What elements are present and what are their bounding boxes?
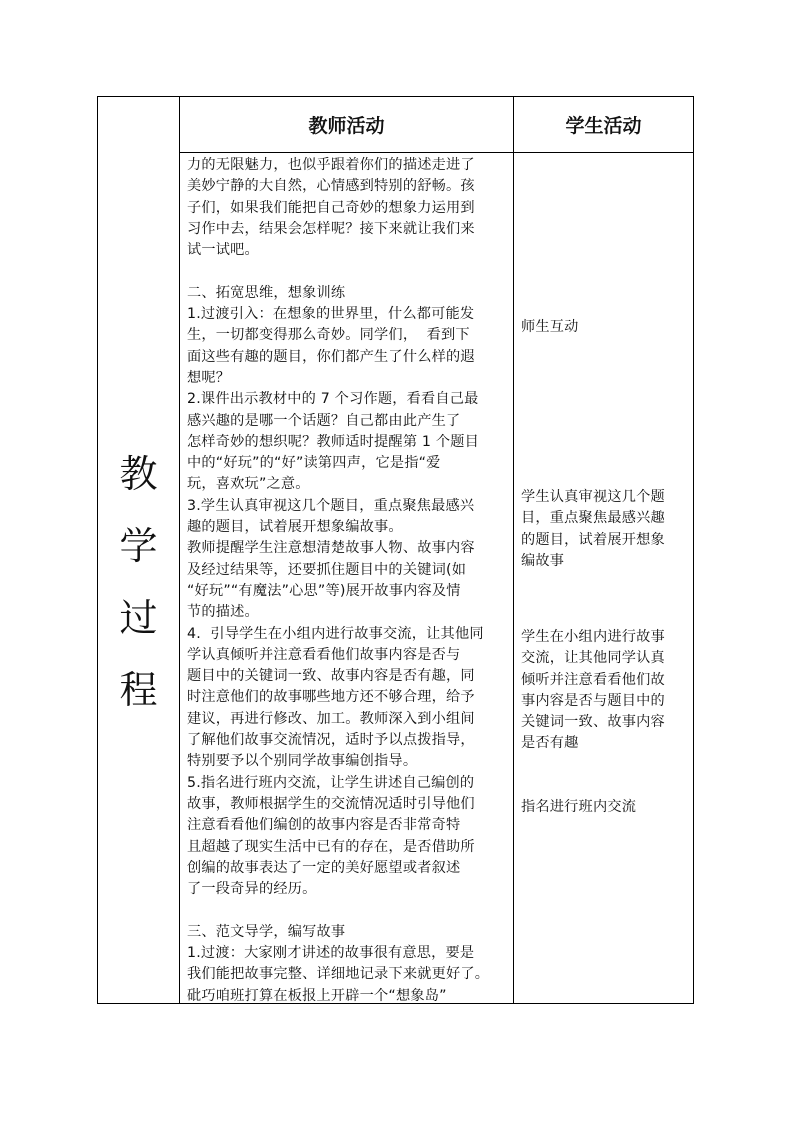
- teacher-text-line: 习作中去，结果会怎样呢？接下来就让我们来: [187, 220, 475, 237]
- header-divider: [179, 152, 693, 153]
- teacher-text-line: 生，一切都变得那么奇妙。同学们， 看到下: [187, 327, 470, 344]
- teacher-text-line: 3.学生认真审视这几个题目，重点聚焦最感兴: [187, 497, 475, 514]
- student-activity-block: [521, 487, 689, 572]
- lesson-table: [97, 96, 694, 1004]
- teacher-text-line: 想呢？: [187, 369, 231, 386]
- teacher-text-line: 5.指名进行班内交流，让学生讲述自己编创的: [187, 774, 475, 791]
- teacher-text-line: 节的描述。: [187, 604, 259, 621]
- teacher-text-line: 了一段奇异的经历。: [187, 881, 317, 898]
- student-text-line: 交流，让其他同学认真: [521, 650, 665, 667]
- teacher-text-line: 面这些有趣的题目，你们都产生了什么样的遐: [187, 348, 475, 365]
- teacher-text-line: 了解他们故事交流情况，适时予以点拨指导，: [187, 732, 475, 749]
- teacher-text-line: 感兴趣的是哪一个话题？自己都由此产生了: [187, 412, 461, 429]
- student-activity-block: [521, 317, 689, 338]
- student-activity-block: [521, 797, 689, 818]
- teacher-text-line: 我们能把故事完整、详细地记录下来就更好了。: [187, 966, 490, 983]
- teacher-text-line: 玩，喜欢玩”之意。: [187, 476, 310, 493]
- teacher-text-line: 力的无限魅力，也似乎跟着你们的描述走进了: [187, 157, 475, 173]
- teacher-text-line: 趣的题目，试着展开想象编故事。: [187, 519, 403, 536]
- teacher-text-line: 2.课件出示教材中的 7 个习作题，看看自己最: [187, 391, 479, 408]
- teacher-text-line: 美妙宁静的大自然，心情感到特别的舒畅。孩: [187, 178, 475, 195]
- student-text-line: 的题目，试着展开想象: [521, 531, 665, 548]
- student-text-line: 编故事: [521, 552, 565, 569]
- teacher-text-line: 教师提醒学生注意想清楚故事人物、故事内容: [187, 540, 475, 557]
- teacher-text-line: 及经过结果等，还要抓住题目中的关键词(如: [187, 561, 467, 578]
- student-text-line: 是否有趣: [521, 735, 579, 752]
- side-title-char: 程: [119, 667, 158, 712]
- student-text-line: 学生在小组内进行故事: [521, 629, 665, 645]
- teacher-text-line: 三、范文导学，编写故事: [187, 923, 346, 940]
- column-divider: [513, 97, 514, 1003]
- side-title-char: 教: [119, 451, 158, 496]
- teacher-text-line: “好玩”“有魔法”心思”等)展开故事内容及情: [187, 582, 461, 599]
- teacher-text-line: 注意看看他们编创的故事内容是否非常奇特: [187, 817, 461, 834]
- teacher-text-line: 怎样奇妙的想织呢？教师适时提醒第 1 个题目: [187, 433, 480, 450]
- teacher-text-line: 且超越了现实生活中已有的存在，是否借助所: [187, 838, 475, 855]
- teacher-text-line: 学认真倾听并注意看看他们故事内容是否与: [187, 646, 461, 663]
- student-activity-block: [521, 627, 689, 755]
- side-title-char: 过: [119, 595, 158, 640]
- teacher-activity-header: 教师活动: [308, 115, 385, 137]
- teacher-text-line: 4. 引导学生在小组内进行故事交流，让其他同: [187, 625, 484, 642]
- blank-line: [187, 261, 507, 282]
- column-divider: [179, 97, 180, 1003]
- student-text-line: 关键词一致、故事内容: [521, 714, 665, 731]
- student-text-line: 学生认真审视这几个题: [521, 489, 665, 505]
- student-text-line: 指名进行班内交流: [521, 799, 637, 815]
- teacher-text-line: 1.过渡：大家刚才讲述的故事很有意思，要是: [187, 944, 475, 961]
- teacher-text-line: 特别要予以个别同学故事编创指导。: [187, 753, 418, 770]
- student-activity-header: 学生活动: [565, 115, 642, 137]
- teacher-text-line: 时注意他们的故事哪些地方还不够合理，给予: [187, 689, 475, 706]
- teacher-text-line: 1.过渡引入：在想象的世界里，什么都可能发: [187, 306, 475, 323]
- side-title-char: 学: [119, 523, 158, 568]
- teacher-text-line: 试一试吧。: [187, 242, 259, 259]
- teacher-text-line: 二、拓宽思维，想象训练: [187, 284, 346, 301]
- student-text-line: 师生互动: [521, 319, 579, 335]
- teacher-activity-text: [187, 155, 507, 1007]
- teacher-text-line: 子们，如果我们能把自己奇妙的想象力运用到: [187, 199, 475, 216]
- blank-line: [187, 900, 507, 921]
- teacher-text-line: 砒巧咱班打算在板报上开辟一个“想象岛”: [187, 987, 447, 1004]
- teaching-process-label: [98, 152, 179, 1003]
- teacher-text-line: 创编的故事表达了一定的美好愿望或者叙述: [187, 859, 461, 876]
- teacher-text-line: 故事，教师根据学生的交流情况适时引导他们: [187, 795, 475, 812]
- student-text-line: 倾听并注意看看他们故: [521, 671, 665, 688]
- teacher-text-line: 中的“好玩”的“好”读第四声，它是指“爱: [187, 455, 441, 472]
- student-text-line: 事内容是否与题目中的: [521, 692, 665, 709]
- student-text-line: 目，重点聚焦最感兴趣: [521, 510, 665, 527]
- teacher-text-line: 题目中的关键词一致、故事内容是否有趣，同: [187, 668, 475, 685]
- teacher-text-line: 建议，再进行修改、加工。教师深入到小组间: [187, 710, 475, 727]
